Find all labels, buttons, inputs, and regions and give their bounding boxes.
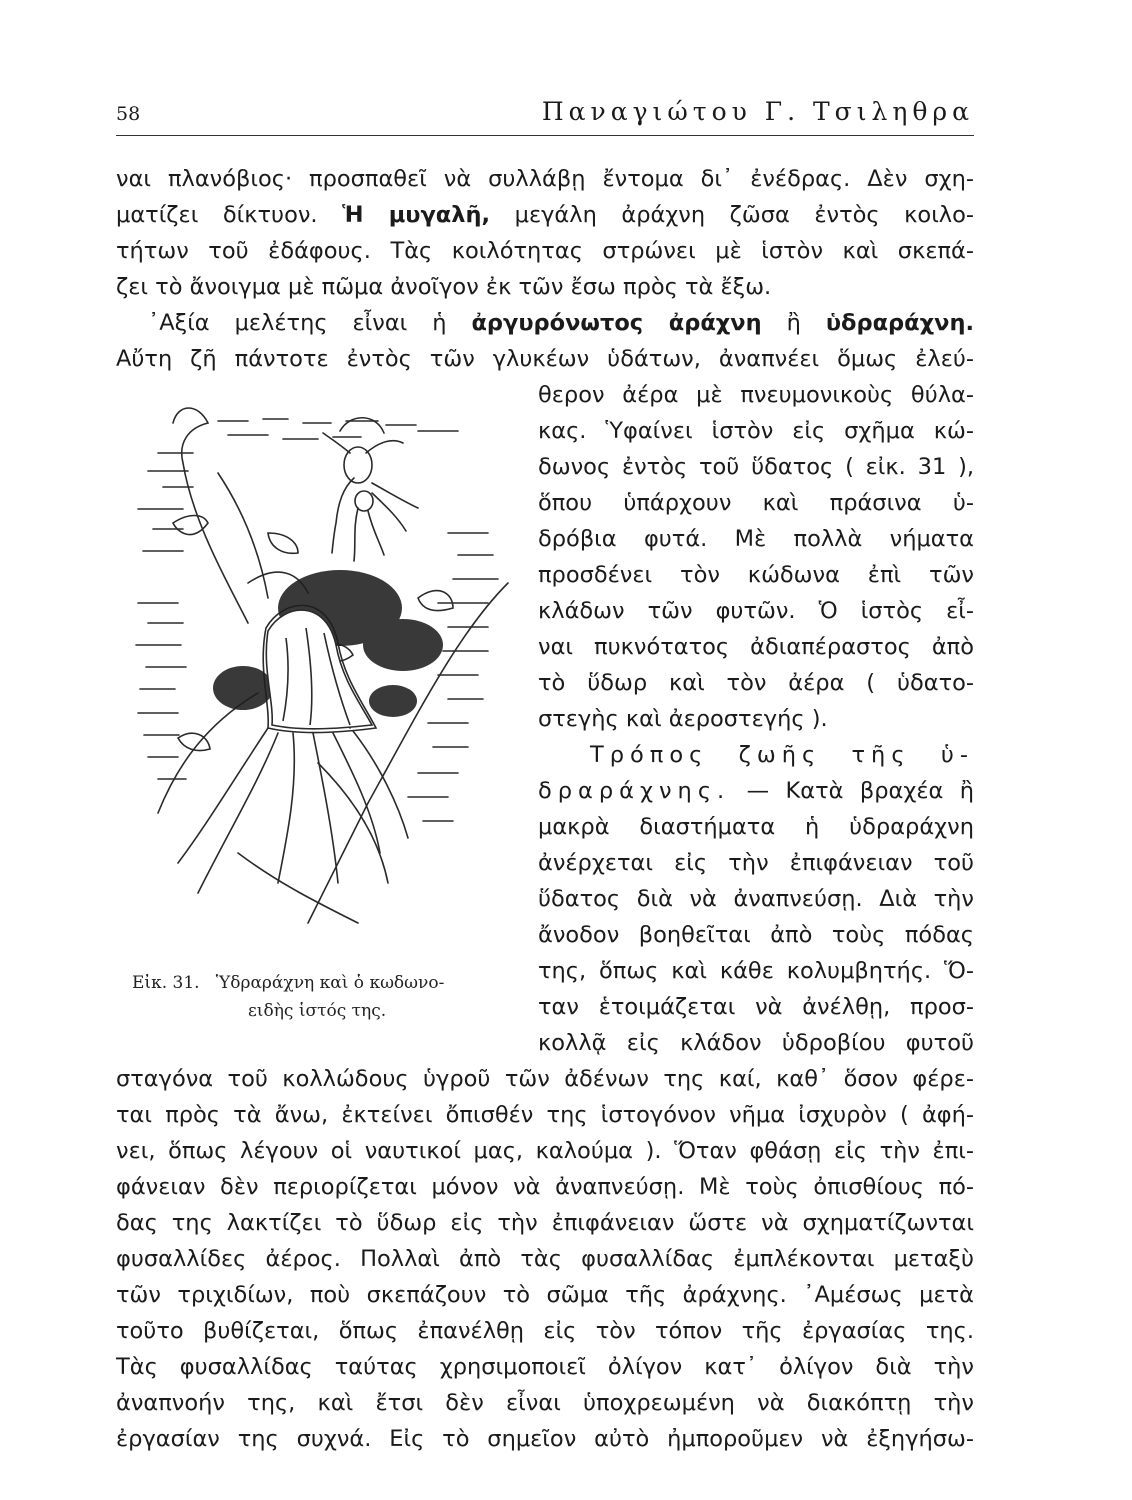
text-line: κλάδων τῶν φυτῶν. Ὁ ἱστὸς εἶ- xyxy=(538,598,974,624)
text-line: φυσαλλίδες ἀέρος. Πολλαὶ ἀπὸ τὰς φυσαλλίδας ἐμπλέκονται μεταξὺ xyxy=(116,1246,974,1272)
figure-caption: Εἰκ. 31. Ὑδραράχνη καὶ ὁ κωδωνο- xyxy=(132,973,445,993)
text-line: ζει τὸ ἄνοιγμα μὲ πῶμα ἀνοῖγον ἐκ τῶν ἔσω πρὸς τὰ ἔξω. xyxy=(116,274,772,300)
running-head xyxy=(116,95,974,135)
figure-caption-continued: ειδὴς ἱστός της. xyxy=(248,1001,387,1021)
term-mygali: Ἡ μυγαλῆ, xyxy=(342,202,491,228)
text-line: κολλᾷ εἰς κλάδον ὑδροβίου φυτοῦ xyxy=(538,1030,974,1056)
text-line: ται πρὸς τὰ ἄνω, ἐκτείνει ὄπισθέν της ἱστογόνον νῆμα ἰσχυρὸν ( ἀφή- xyxy=(116,1102,974,1128)
text-line: δας της λακτίζει τὸ ὕδωρ εἰς τὴν ἐπιφάνειαν ὥστε νὰ σχηματίζωνται xyxy=(116,1210,974,1236)
text-line: θερον ἀέρα μὲ πνευμονικοὺς θύλα- xyxy=(538,382,974,408)
section-heading-end: δραράχνης. xyxy=(538,778,731,804)
text-line: ταν ἑτοιμάζεται νὰ ἀνέλθῃ, προσ- xyxy=(538,994,974,1020)
text-line: της, ὅπως καὶ κάθε κολυμβητής. Ὅ- xyxy=(538,958,974,984)
water-spider-illustration xyxy=(118,383,523,958)
text-line: Τὰς φυσαλλίδας ταύτας χρησιμοποιεῖ ὀλίγον κατ᾽ ὀλίγον διὰ τὴν xyxy=(116,1354,974,1380)
running-title: Παναγιώτου Γ. Τσιληθρα xyxy=(541,97,974,126)
text-line: ἄνοδον βοηθεῖται ἀπὸ τοὺς πόδας xyxy=(538,922,974,948)
header-rule xyxy=(116,135,974,136)
text-line: ὕδατος διὰ νὰ ἀναπνεύσῃ. Διὰ τὴν xyxy=(538,886,974,912)
text-line: νει, ὅπως λέγουν οἱ ναυτικοί μας, καλούμα ). Ὅταν φθάσῃ εἰς τὴν ἐπι- xyxy=(116,1138,974,1164)
section-heading: Τρόπος ζωῆς τῆς ὑ- xyxy=(590,742,974,768)
text-line: μακρὰ διαστήματα ἡ ὑδραράχνη xyxy=(538,814,974,840)
text-line: ἀνέρχεται εἰς τὴν ἐπιφάνειαν τοῦ xyxy=(538,850,974,876)
text-line: Αὔτη ζῆ πάντοτε ἐντὸς τῶν γλυκέων ὑδάτων, ἀναπνέει ὅμως ἐλεύ- xyxy=(116,346,974,372)
text-line: τοῦτο βυθίζεται, ὅπως ἐπανέλθῃ εἰς τὸν τόπον τῆς ἐργασίας της. xyxy=(116,1318,974,1344)
text-line: φάνειαν δὲν περιορίζεται μόνον νὰ ἀναπνεύσῃ. Μὲ τοὺς ὀπισθίους πό- xyxy=(116,1174,974,1200)
text-line: προσδένει τὸν κώδωνα ἐπὶ τῶν xyxy=(538,562,974,588)
text-line: ᾽Αξία μελέτης εἶναι ἡ ἀργυρόνωτος ἀράχνη ἢ ὑδραράχνη. xyxy=(148,310,975,336)
text-line: δωνος ἐντὸς τοῦ ὕδατος ( εἰκ. 31 ), xyxy=(538,454,974,480)
figure-label: Εἰκ. 31. xyxy=(132,973,200,993)
text-line: ὅπου ὑπάρχουν καὶ πράσινα ὑ- xyxy=(538,490,974,516)
text-line: ματίζει δίκτυον. Ἡ μυγαλῆ, μεγάλη ἀράχνη ζῶσα ἐντὸς κοιλο- xyxy=(116,202,975,228)
text-line: τήτων τοῦ ἐδάφους. Τὰς κοιλότητας στρώνει μὲ ἱστὸν καὶ σκεπά- xyxy=(116,238,974,264)
text-line: ἐργασίαν της συχνά. Εἰς τὸ σημεῖον αὐτὸ ἠμποροῦμεν νὰ ἐξηγήσω- xyxy=(116,1426,974,1452)
text-line: τῶν τριχιδίων, ποὺ σκεπάζουν τὸ σῶμα τῆς ἀράχνης. ᾽Αμέσως μετὰ xyxy=(116,1282,974,1308)
text-line: δραράχνης. — Κατὰ βραχέα ἢ xyxy=(538,778,974,804)
term-argyronotos: ἀργυρόνωτος ἀράχνη xyxy=(471,310,762,336)
term-ydrarachni: ὑδραράχνη. xyxy=(825,310,975,336)
text-line: δρόβια φυτά. Μὲ πολλὰ νήματα xyxy=(538,526,974,552)
text-line: κας. Ὑφαίνει ἱστὸν εἰς σχῆμα κώ- xyxy=(538,418,974,444)
text-line: ἀναπνοήν της, καὶ ἔτσι δὲν εἶναι ὑποχρεωμένη νὰ διακόπτῃ τὴν xyxy=(116,1390,974,1416)
text-line: στεγὴς καὶ ἀεροστεγής ). xyxy=(538,706,828,732)
text-line: ναι πυκνότατος ἀδιαπέραστος ἀπὸ xyxy=(538,634,974,660)
text-line: σταγόνα τοῦ κολλώδους ὑγροῦ τῶν ἀδένων της καί, καθ᾽ ὅσον φέρε- xyxy=(116,1066,974,1092)
text-line: ναι πλανόβιος· προσπαθεῖ νὰ συλλάβῃ ἔντομα δι᾽ ἐνέδρας. Δὲν σχη- xyxy=(116,166,974,192)
page-number: 58 xyxy=(116,103,141,125)
text-line: τὸ ὕδωρ καὶ τὸν ἀέρα ( ὑδατο- xyxy=(538,670,974,696)
